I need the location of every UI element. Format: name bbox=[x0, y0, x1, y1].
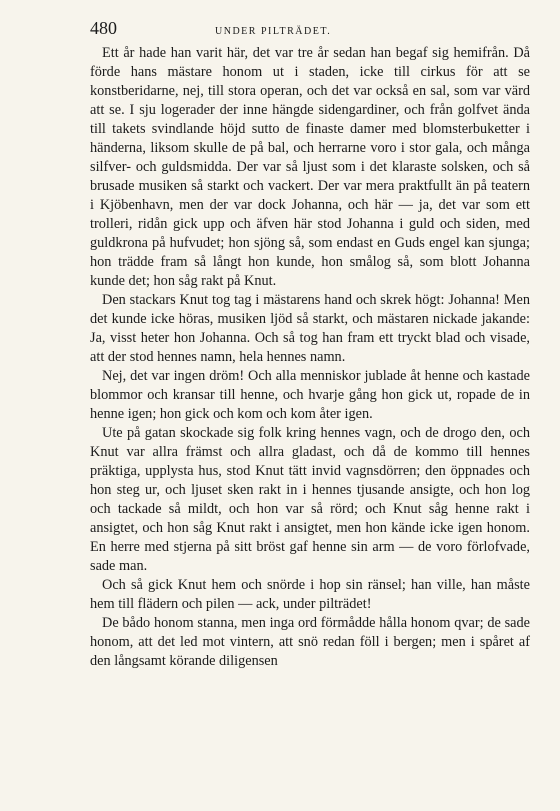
page-header bbox=[90, 18, 530, 44]
running-title: UNDER PILTRÄDET. bbox=[215, 26, 332, 37]
paragraph-1: Ett år hade han varit här, det var tre år sedan han begaf sig hemifrån. Då förde hans mästare honom ut i staden, icke till cirkus för att se konstberidarne, nej, till stora operan, och det var också en sal, som var värd att se. I sju logerader der inne hängde sidengardiner, och från golfvet ända till takets svindlande höjd sutto de finaste damer med blomsterbuketter i händerna, liksom skulle de på bal, och herrarne voro i stor gala, och många silfver- och guldsmidda. Der var så ljust som i det klaraste solsken, och så brusade musiken så starkt och vackert. Der var mera praktfullt än på teatern i Kjöbenhavn, men der var dock Johanna, och här — ja, det var som ett trolleri, ridån gick upp och äfven här stod Johanna i guld och siden, med guldkrona på hufvudet; hon sjöng så, som endast en Guds engel kan sjunga; hon trädde fram så långt hon kunde, hon smålog så, som blott Johanna kunde det; hon såg rakt på Knut. bbox=[90, 45, 530, 289]
paragraph-3: Nej, det var ingen dröm! Och alla menniskor jublade åt henne och kastade blommor och kransar till henne, och hvarje gång hon gick ut, ropade de in henne igen; hon gick och kom och kom åter igen. bbox=[90, 368, 530, 422]
paragraph-5: Och så gick Knut hem och snörde i hop sin ränsel; han ville, han måste hem till flädern och pilen — ack, under pilträdet! bbox=[90, 577, 530, 612]
paragraph-4: Ute på gatan skockade sig folk kring hennes vagn, och de drogo den, och Knut var allra främst och allra gladast, och då de kommo till hennes präktiga, upplysta hus, stod Knut tätt invid vagnsdörren; den öppnades och hon steg ur, och ljuset sken rakt in i hennes tjusande ansigte, och hon log och tackade så mildt, och hon var så rörd; och Knut såg henne rakt i ansigtet, och hon såg Knut rakt i ansigtet, men hon kände icke igen honom. En herre med stjerna på sitt bröst gaf henne sin arm — de voro förlofvade, sade man. bbox=[90, 425, 530, 574]
body-text bbox=[90, 44, 530, 671]
paragraph-2: Den stackars Knut tog tag i mästarens hand och skrek högt: Johanna! Men det kunde icke höras, musiken ljöd så starkt, och mästaren nickade jakande: Ja, visst heter hon Johanna. Och så tog han fram ett tryckt blad och visade, att der stod hennes namn, hela hennes namn. bbox=[90, 292, 530, 365]
paragraph-6: De bådo honom stanna, men inga ord förmådde hålla honom qvar; de sade honom, att det led mot vintern, att snö redan föll i bergen; men i spåret af den långsamt körande diligensen bbox=[90, 615, 530, 669]
page-number: 480 bbox=[90, 18, 117, 38]
